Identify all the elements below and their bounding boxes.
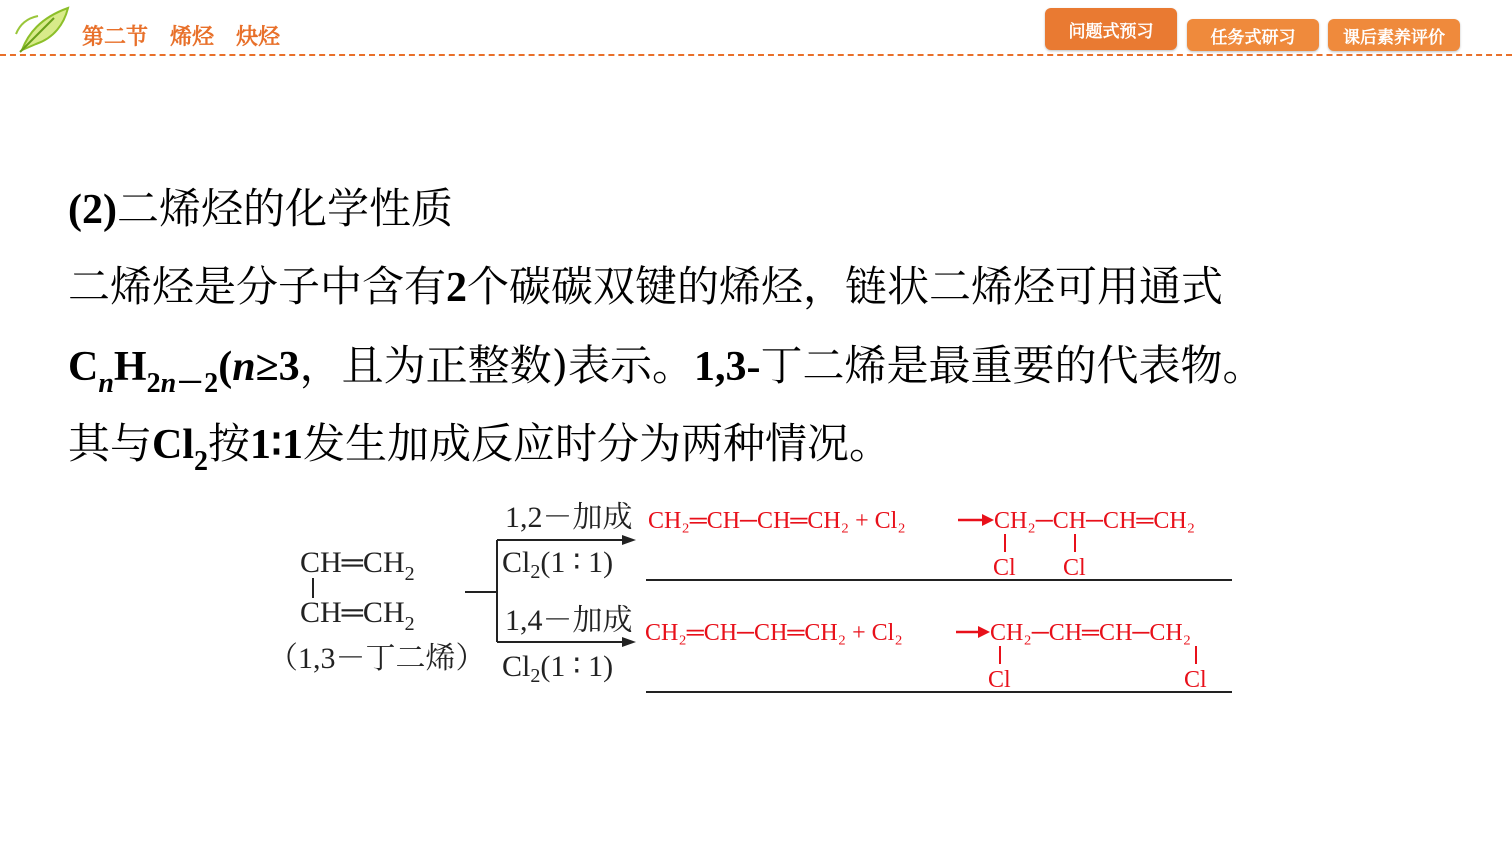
eq12-cl-1: Cl [993,555,1016,581]
section-title: 第二节 烯烃 炔烃 [82,25,281,50]
eq14-cl-1: Cl [988,667,1011,693]
reactant-name: （1,3－丁二烯） [268,642,486,675]
reagent-12: $Cl_2(1$ ∶ 1) [502,546,614,583]
tab-after-class-evaluation[interactable]: 课后素养评价 [1328,19,1460,51]
condition-ge3: ≥3 [255,344,300,390]
path12-label: 1,2－加成 [505,501,633,534]
text-segment: 表示。 [568,341,695,390]
condition-n: n [232,344,256,390]
reactant-bottom: $CH═CH_2$ [300,596,415,635]
formula-sub-n2: n [160,368,177,399]
eq14-cl-2: Cl [1184,667,1207,693]
tab-task-study[interactable]: 任务式研习 [1187,19,1319,51]
reagent-14: $Cl_2(1$ ∶ 1) [502,650,614,687]
text-segment: ，且为正整数) [299,341,568,390]
paren: ( [218,344,233,390]
header [0,0,1512,58]
reactant-top: $CH═CH_2$ [300,546,415,585]
path14-label: 1,4－加成 [505,604,633,637]
compound-prefix: 1,3- [694,344,761,390]
eq12-cl-2: Cl [1063,555,1086,581]
text-segment: 丁二烯是最重要的代表物。 [760,341,1265,390]
header-divider [0,54,1512,56]
formula-c: C [68,344,99,390]
eq12-reactants: CH₂═CH─CH═CH₂ + Cl₂ [648,508,906,534]
ratio: 1∶1 [250,422,303,468]
formula-h: H [113,344,147,390]
feather-leaf-icon [14,4,74,54]
text-segment: 其与 [68,419,153,468]
eq12-product: CH₂─CH─CH═CH₂ [994,508,1196,534]
paragraph-line-1 [68,262,1223,313]
eq14-product: CH₂─CH═CH─CH₂ [990,620,1192,646]
text-segment: 发生加成反应时分为两种情况。 [302,419,891,468]
formula-sub-minus2: －2 [176,368,219,399]
item-number: (2) [68,187,117,233]
paragraph-line-3 [68,419,891,477]
chlorine-symbol: Cl [152,422,195,468]
subheading-text: 二烯烃的化学性质 [116,184,453,233]
formula-sub-n: n [98,368,114,399]
chlorine-sub: 2 [194,446,209,477]
number-two: 2 [446,265,468,311]
subheading-diene-properties [68,184,453,235]
text-segment: 个碳碳双键的烯烃，链状二烯烃可用通式 [467,262,1224,311]
text-segment: 二烯烃是分子中含有 [68,262,447,311]
paragraph-line-2 [68,341,1265,399]
tab-question-preview[interactable]: 问题式预习 [1045,8,1177,50]
text-segment: 按 [208,419,251,468]
eq14-reactants: CH₂═CH─CH═CH₂ + Cl₂ [645,620,903,646]
formula-sub-2: 2 [146,368,161,399]
